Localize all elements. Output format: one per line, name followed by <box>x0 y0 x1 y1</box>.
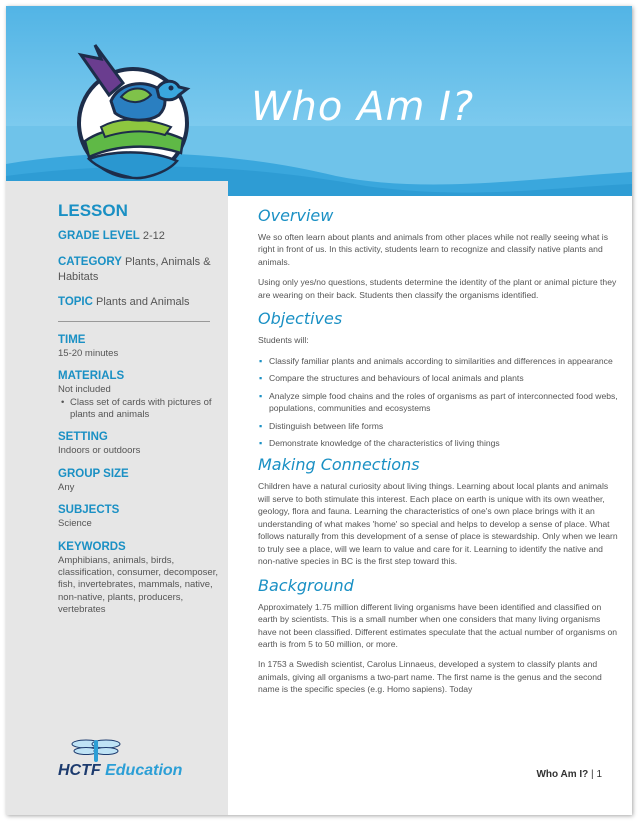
topic-value: Plants and Animals <box>96 296 190 309</box>
list-item: ▪ Distinguish between life forms <box>258 420 620 432</box>
objectives-intro: Students will: <box>258 335 309 346</box>
page-title: Who Am I? <box>251 84 475 130</box>
list-item: ▪ Compare the structures and behaviours of local animals and plants <box>258 372 620 384</box>
objectives-heading: Objectives <box>258 309 343 329</box>
time-value: 15-20 minutes <box>58 348 119 360</box>
lesson-info <box>58 201 218 626</box>
main-content <box>258 206 620 704</box>
category <box>58 255 218 284</box>
subjects-value: Science <box>58 518 92 530</box>
brand-name: HCTF <box>58 762 101 779</box>
page <box>6 6 632 815</box>
divider <box>58 321 210 322</box>
topic-label: TOPIC <box>58 296 93 309</box>
setting-value: Indoors or outdoors <box>58 445 141 457</box>
hctf-logo <box>58 736 198 786</box>
connections-paragraph: Children have a natural curiosity about living things. Learning about local plants and animals will serve to both stimulate this interest. Each place on earth is unique with its own weather, geology, flora and fauna. Learning the characteristics of one's own place brings with it an understanding of what makes 'home' so special and helps to develop a sense of place. What follows naturally from this development of a sense of place is stewardship. Only when we learn to truly see a place, will we learn to value and care for it. Learning to identify the native and non-native species in BC is the first step toward this. <box>258 481 618 567</box>
group-size-label: GROUP SIZE <box>58 467 129 480</box>
overview-heading: Overview <box>258 206 334 225</box>
keywords-label: KEYWORDS <box>58 540 126 553</box>
objectives-list <box>258 355 620 450</box>
setting-label: SETTING <box>58 431 108 444</box>
grade-level <box>58 229 218 244</box>
topic <box>58 295 218 310</box>
page-footer: Who Am I? | 1 <box>536 769 602 780</box>
subjects-section <box>58 504 218 530</box>
list-item: ▪ Classify familiar plants and animals according to similarities and differences in appearance <box>258 355 620 367</box>
category-label: CATEGORY <box>58 255 122 268</box>
setting-section <box>58 431 218 457</box>
subjects-label: SUBJECTS <box>58 504 120 517</box>
time-section <box>58 334 218 360</box>
grade-label: GRADE LEVEL <box>58 230 140 242</box>
overview-paragraph-1: We so often learn about plants and animals from other places while not really seeing what is right in front of us. In this activity, students learn to recognize and classify native plants and animals. <box>258 232 608 267</box>
keywords-value: Amphibians, animals, birds, classification, consumer, decomposer, fish, invertebrates, mammals, native, non-native, plants, producers, vertebrates <box>58 554 218 615</box>
background-heading: Background <box>258 575 354 595</box>
footer-page-number: 1 <box>596 769 602 780</box>
dragonfly-icon <box>66 736 126 764</box>
background-paragraph-1: Approximately 1.75 million different living organisms have been identified and classified on earth by scientists. This is a small number when one considers that many living organisms have not been classified. Different estimates speculate that the actual number of organisms on earth is from 5 to 50 million, or more. <box>258 601 618 649</box>
header-banner <box>6 6 632 196</box>
brand-suffix: Education <box>105 762 183 779</box>
materials-label: MATERIALS <box>58 370 125 383</box>
group-size-value: Any <box>58 481 75 493</box>
group-size-section <box>58 468 218 494</box>
time-label: TIME <box>58 334 86 347</box>
list-item: ▪ Analyze simple food chains and the roles of organisms as part of interconnected food webs, populations, communities and ecosystems <box>258 390 620 415</box>
keywords-section <box>58 541 218 617</box>
overview-paragraph-2: Using only yes/no questions, students determine the identity of the plant or animal picture they are wearing on their back. Students then classify the organisms identified. <box>258 277 617 300</box>
footer-doc-title: Who Am I? <box>536 769 589 780</box>
bird-emblem-icon <box>71 31 196 181</box>
background-paragraph-2: In 1753 a Swedish scientist, Carolus Linnaeus, developed a system to classify plants and animals, giving all organisms a two-part name. The first name is the genus and the second name is the specific species (e.g. Homo sapiens). Today <box>258 659 602 695</box>
list-item: ▪ Demonstrate knowledge of the characteristics of living things <box>258 437 620 449</box>
lesson-heading: LESSON <box>58 201 128 220</box>
category-value: Plants, Animals & Habitats <box>58 255 211 283</box>
materials-section <box>58 370 218 421</box>
materials-item: • Class set of cards with pictures of plants and animals <box>58 397 218 422</box>
connections-heading: Making Connections <box>258 455 420 475</box>
grade-value: 2-12 <box>142 230 165 242</box>
materials-note: Not included <box>58 384 111 396</box>
